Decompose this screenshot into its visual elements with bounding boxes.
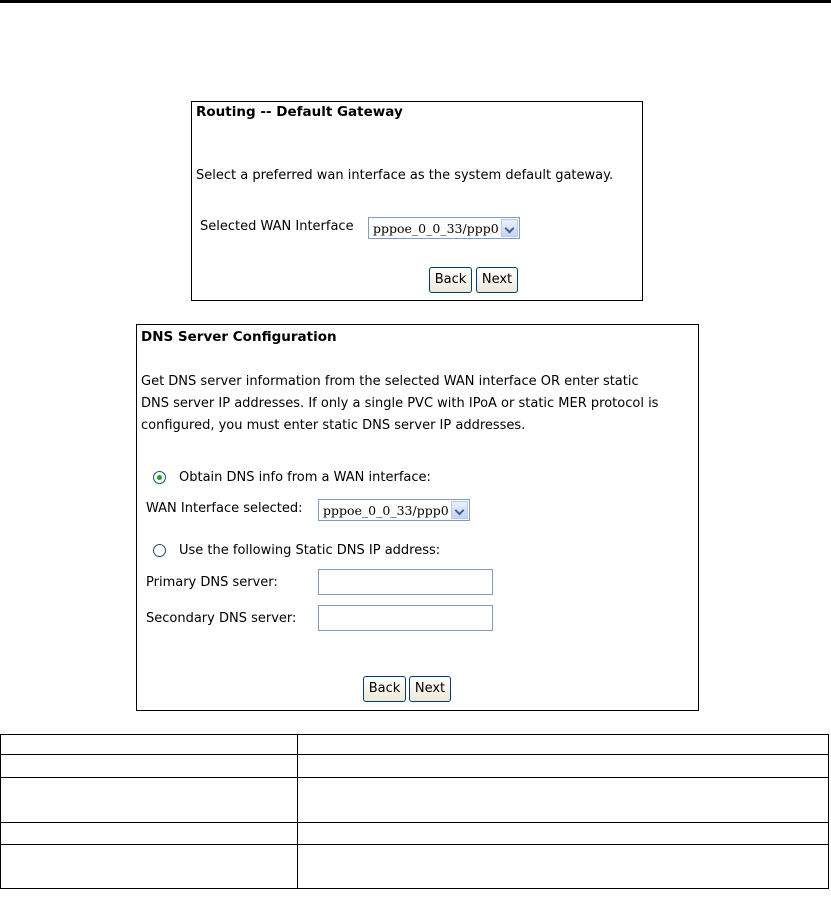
table-cell <box>298 735 829 755</box>
gateway-interface-select[interactable] <box>368 217 520 239</box>
gateway-interface-value: pppoe_0_0_33/ppp0 <box>373 221 499 236</box>
table-cell <box>1 823 298 845</box>
gateway-next-button[interactable]: Next <box>476 267 518 293</box>
dns-config-panel <box>136 324 699 711</box>
table-cell <box>1 845 298 889</box>
table-row <box>1 845 829 889</box>
table-cell <box>1 755 298 778</box>
table-row <box>1 778 829 823</box>
dns-description-line-2: DNS server IP addresses. If only a single PVC with IPoA or static MER protocol is <box>141 396 659 411</box>
table-cell <box>298 778 829 823</box>
gateway-interface-label: Selected WAN Interface <box>200 219 354 234</box>
table-cell <box>298 845 829 889</box>
wan-selected-select[interactable] <box>318 499 470 521</box>
wan-selected-label: WAN Interface selected: <box>146 501 303 516</box>
default-gateway-panel <box>191 101 643 301</box>
primary-dns-label: Primary DNS server: <box>146 575 278 590</box>
dns-back-button[interactable]: Back <box>363 676 406 702</box>
gateway-description: Select a preferred wan interface as the system default gateway. <box>196 168 614 183</box>
static-dns-radio[interactable] <box>153 544 166 557</box>
table-row <box>1 755 829 778</box>
table-cell <box>1 778 298 823</box>
table-row <box>1 823 829 845</box>
chevron-down-icon[interactable] <box>501 219 518 237</box>
table-cell <box>298 823 829 845</box>
gateway-back-button[interactable]: Back <box>429 267 472 293</box>
gateway-title: Routing -- Default Gateway <box>196 104 403 120</box>
info-table <box>0 734 829 889</box>
obtain-dns-radio[interactable] <box>153 471 166 484</box>
chevron-down-icon[interactable] <box>451 501 468 519</box>
table-row <box>1 735 829 755</box>
top-rule <box>0 0 831 3</box>
dns-description-line-1: Get DNS server information from the selected WAN interface OR enter static <box>141 374 639 389</box>
secondary-dns-input[interactable] <box>318 605 493 631</box>
primary-dns-input[interactable] <box>318 569 493 595</box>
dns-description-line-3: configured, you must enter static DNS server IP addresses. <box>141 418 526 433</box>
wan-selected-value: pppoe_0_0_33/ppp0 <box>323 503 449 518</box>
table-cell <box>298 755 829 778</box>
obtain-dns-label: Obtain DNS info from a WAN interface: <box>179 470 431 485</box>
static-dns-label: Use the following Static DNS IP address: <box>179 543 441 558</box>
dns-next-button[interactable]: Next <box>409 676 451 702</box>
secondary-dns-label: Secondary DNS server: <box>146 611 297 626</box>
table-cell <box>1 735 298 755</box>
dns-title: DNS Server Configuration <box>141 329 337 345</box>
